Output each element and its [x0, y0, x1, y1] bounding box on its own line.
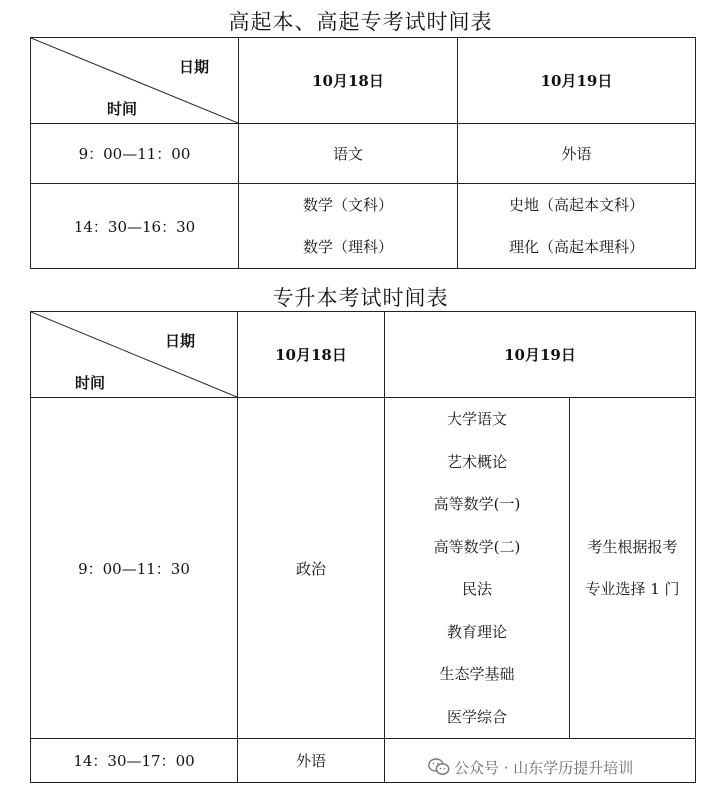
- date-label: 日期: [179, 58, 210, 76]
- subject: 语文: [332, 144, 363, 163]
- subject: 高等数学(二): [433, 537, 521, 556]
- table2-title: 专升本考试时间表: [272, 286, 449, 310]
- subject: 史地（高起本文科）: [508, 196, 644, 214]
- subject: 理化（高起本理科）: [508, 238, 644, 256]
- subject: 生态学基础: [439, 665, 515, 683]
- watermark-text: 公众号 · 山东学历提升培训: [454, 758, 634, 777]
- table-row: [31, 398, 696, 739]
- watermark: [428, 755, 633, 779]
- subject: 高等数学(一): [433, 495, 521, 513]
- time-cell: 9：00—11：30: [31, 398, 238, 739]
- date-label: 日期: [165, 332, 196, 350]
- table-row: [31, 184, 696, 269]
- table2-schedule: [30, 311, 696, 783]
- note-line: 专业选择 1 门: [585, 580, 680, 598]
- diagonal-line: [31, 312, 237, 397]
- table1-schedule: [30, 37, 696, 269]
- table2-day2-header: 10月19日: [385, 312, 696, 398]
- table2-header-corner: [31, 312, 238, 398]
- subject-cell: [239, 184, 458, 269]
- table1-day1-header: 10月18日: [239, 38, 458, 124]
- subject-cell: [458, 184, 696, 269]
- note-line: 考生根据报考: [587, 537, 678, 556]
- table1-day2-header: 10月19日: [458, 38, 696, 124]
- subject: 数学（文科）: [302, 196, 393, 214]
- table1-title: 高起本、高起专考试时间表: [228, 10, 493, 34]
- time-cell: 14：30—16：30: [31, 184, 239, 269]
- subject-cell: 外语: [238, 739, 385, 783]
- wechat-icon: [428, 758, 450, 776]
- time-label: 时间: [75, 374, 106, 392]
- time-label: 时间: [107, 100, 138, 118]
- table-row: [31, 124, 696, 184]
- subject-cell: 政治: [238, 398, 385, 739]
- subject-cell: [458, 124, 696, 184]
- subject: 教育理论: [446, 622, 507, 641]
- subject: 大学语文: [446, 410, 507, 428]
- subject-list-cell: [385, 398, 570, 739]
- table2-day1-header: 10月18日: [238, 312, 385, 398]
- subject: 医学综合: [446, 707, 507, 726]
- time-cell: 9：00—11：00: [31, 124, 239, 184]
- note-cell: [570, 398, 696, 739]
- subject: 艺术概论: [446, 452, 507, 471]
- table1-header-corner: [31, 38, 239, 124]
- time-cell: 14：30—17：00: [31, 739, 238, 783]
- subject: 数学（理科）: [302, 238, 393, 256]
- subject: 外语: [561, 144, 592, 163]
- subject: 民法: [461, 580, 492, 598]
- subject-cell: [239, 124, 458, 184]
